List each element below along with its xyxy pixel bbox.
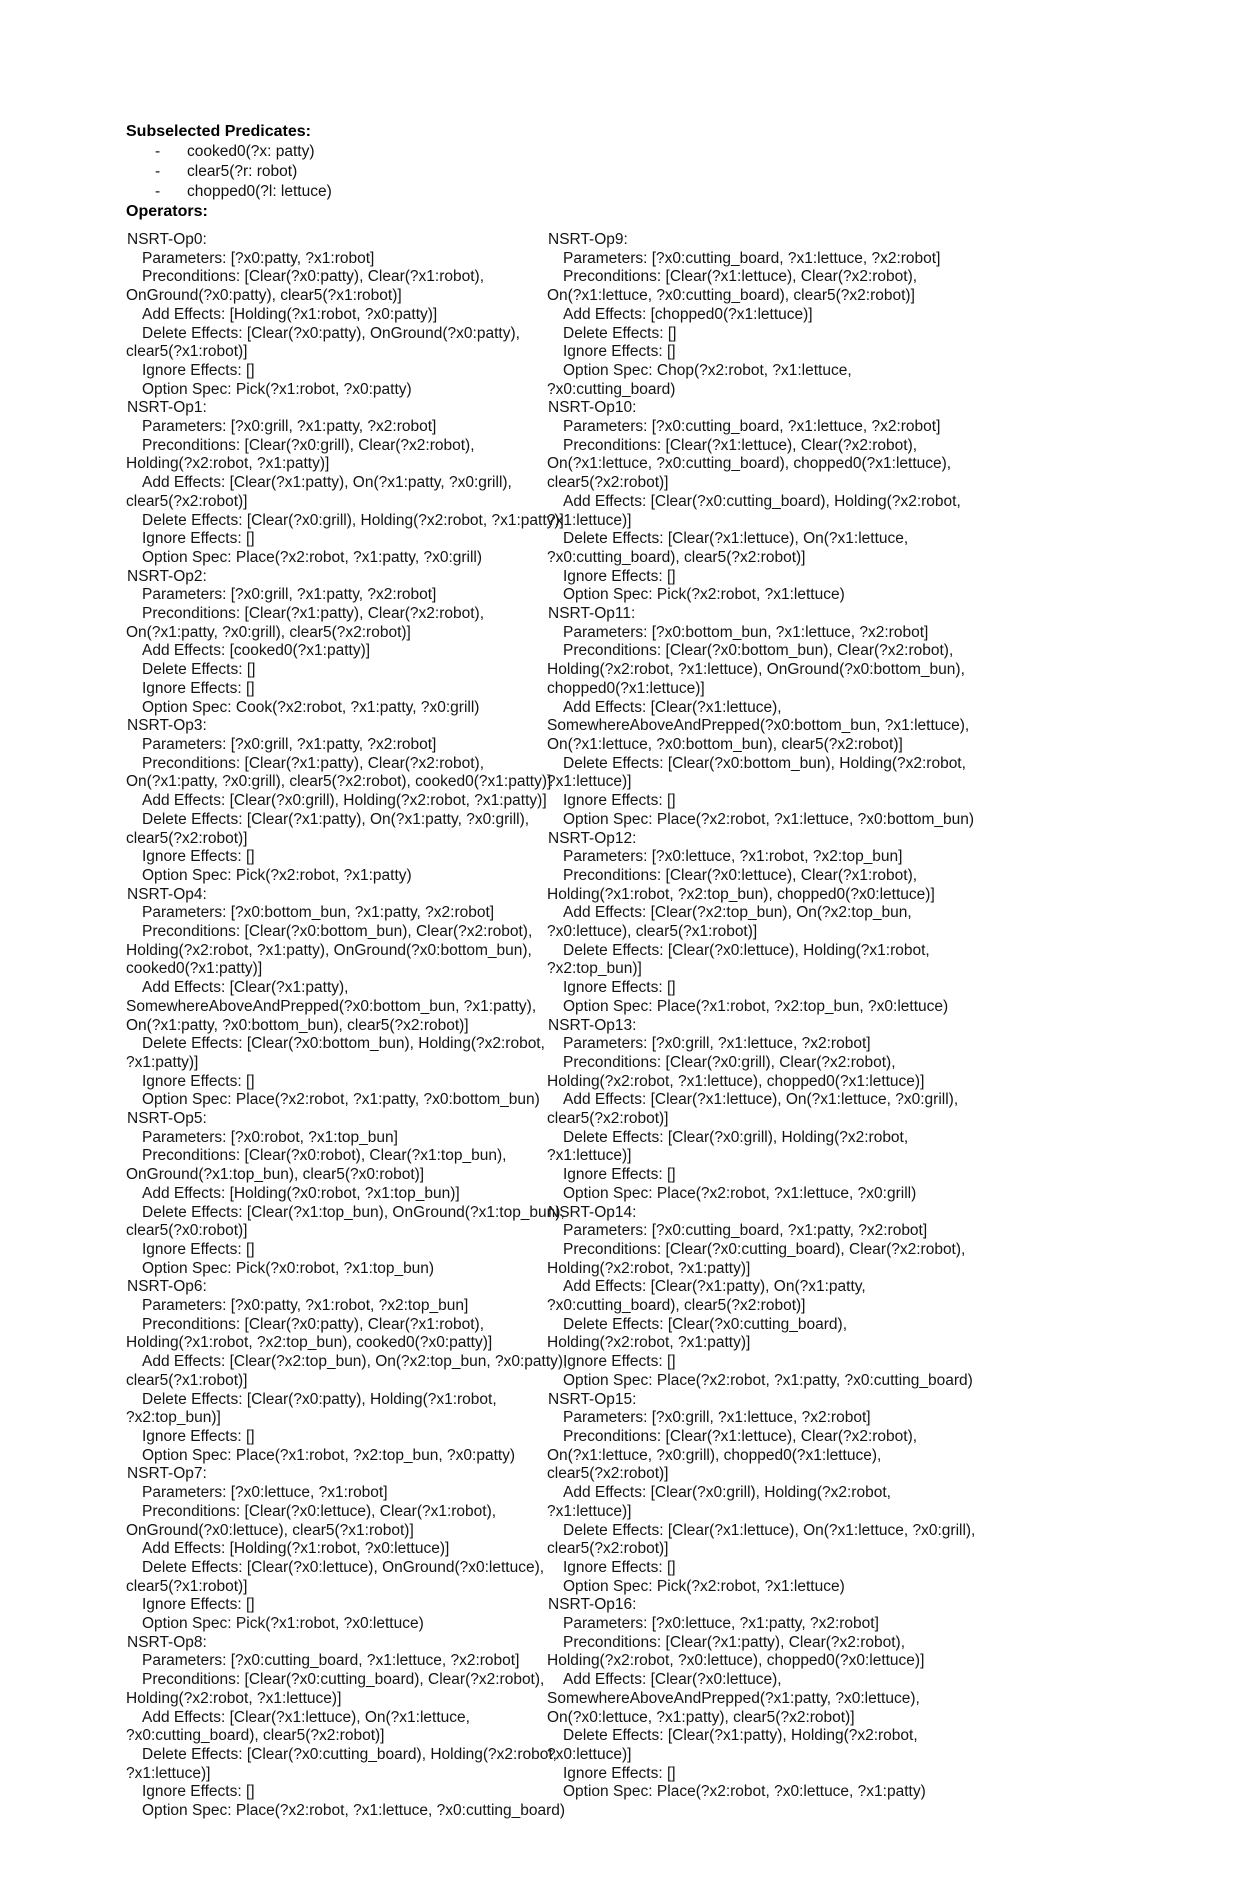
predicate-list (126, 142, 1206, 202)
operator-name-line: NSRT-Op13: (548, 1016, 637, 1034)
operator-detail-line: Ignore Effects: [] (142, 848, 255, 866)
operator-detail-line: Preconditions: [Clear(?x1:patty), Clear(?x2:robot), (142, 754, 485, 772)
operator-detail-line: Delete Effects: [Clear(?x0:grill), Holding(?x2:robot, (563, 1128, 909, 1146)
operator-detail-line: ?x2:top_bun)] (547, 960, 642, 978)
bullet-dash: - (155, 183, 161, 200)
operator-detail-line: ?x2:top_bun)] (126, 1409, 221, 1427)
operator-detail-line: ?x0:cutting_board) (547, 380, 676, 398)
operator-detail-line: Preconditions: [Clear(?x0:patty), Clear(?x1:robot), (142, 1315, 485, 1333)
operator-detail-line: Ignore Effects: [] (563, 979, 676, 997)
operator-detail-line: Option Spec: Place(?x2:robot, ?x1:lettuce, ?x0:cutting_board) (142, 1802, 566, 1820)
operator-detail-line: Add Effects: [Clear(?x0:grill), Holding(?x2:robot, (563, 1484, 891, 1502)
operator-detail-line: Parameters: [?x0:bottom_bun, ?x1:patty, ?x2:robot] (142, 904, 495, 922)
predicate-item (126, 162, 1206, 182)
operator-detail-line: Holding(?x1:robot, ?x2:top_bun), chopped0(?x0:lettuce)] (547, 885, 935, 903)
operator-detail-line: ?x1:lettuce)] (126, 1764, 211, 1782)
operator-block (547, 605, 977, 829)
operator-detail-line: Ignore Effects: [] (142, 1783, 255, 1801)
operator-detail-line: Option Spec: Place(?x2:robot, ?x1:lettuce, ?x0:bottom_bun) (563, 810, 974, 828)
operator-name-line: NSRT-Op9: (548, 231, 628, 248)
operator-detail-line: Add Effects: [Clear(?x2:top_bun), On(?x2:top_bun, ?x0:patty), (142, 1353, 568, 1371)
operator-detail-line: Option Spec: Place(?x1:robot, ?x2:top_bun, ?x0:patty) (142, 1446, 516, 1464)
operator-block (126, 1465, 547, 1633)
operator-detail-line: Delete Effects: [Clear(?x1:lettuce), On(?x1:lettuce, (563, 530, 909, 548)
operator-name-line: NSRT-Op8: (127, 1633, 207, 1651)
operator-name-line: NSRT-Op14: (548, 1203, 637, 1221)
operator-block (547, 231, 977, 399)
operator-detail-line: Add Effects: [Holding(?x1:robot, ?x0:lettuce)] (142, 1540, 450, 1558)
operator-detail-line: ?x1:patty)] (126, 1053, 199, 1071)
operator-detail-line: OnGround(?x1:top_bun), clear5(?x0:robot)] (126, 1166, 425, 1184)
operator-detail-line: Add Effects: [Clear(?x0:grill), Holding(?x2:robot, ?x1:patty)] (142, 792, 547, 810)
operators-two-column-layout (126, 231, 1206, 1821)
operator-block (126, 1278, 568, 1465)
operator-detail-line: Delete Effects: [Clear(?x1:top_bun), OnGround(?x1:top_bun), (142, 1203, 565, 1221)
operator-detail-line: Parameters: [?x0:lettuce, ?x1:robot, ?x2:top_bun] (563, 848, 903, 866)
operator-detail-line: ?x1:lettuce)] (547, 1147, 632, 1165)
operator-detail-line: Add Effects: [Clear(?x1:patty), (142, 979, 349, 997)
operator-detail-line: clear5(?x1:robot)] (126, 1371, 248, 1389)
operator-detail-line: Ignore Effects: [] (563, 1764, 676, 1782)
operator-detail-line: Delete Effects: [Clear(?x0:lettuce), Holding(?x1:robot, (563, 941, 930, 959)
operator-name-line: NSRT-Op6: (127, 1278, 207, 1296)
operator-detail-line: Add Effects: [Holding(?x1:robot, ?x0:patty)] (142, 305, 438, 323)
operator-detail-line: Parameters: [?x0:patty, ?x1:robot] (142, 249, 375, 267)
operator-detail-line: Add Effects: [Clear(?x1:lettuce), On(?x1:lettuce, (142, 1708, 470, 1726)
operator-detail-line: Preconditions: [Clear(?x0:grill), Clear(?x2:robot), (142, 436, 475, 454)
operator-detail-line: cooked0(?x1:patty)] (126, 960, 263, 978)
operator-block (126, 717, 552, 885)
operator-detail-line: OnGround(?x0:patty), clear5(?x1:robot)] (126, 287, 402, 305)
operator-detail-line: chopped0(?x1:lettuce)] (547, 679, 705, 697)
operator-detail-line: Ignore Effects: [] (563, 343, 676, 361)
operator-detail-line: On(?x1:patty, ?x0:grill), clear5(?x2:robot), cooked0(?x1:patty)] (126, 773, 552, 791)
operator-detail-line: Ignore Effects: [] (563, 1353, 676, 1371)
operator-name-line: NSRT-Op16: (548, 1596, 637, 1614)
operator-detail-line: Add Effects: [cooked0(?x1:patty)] (142, 642, 371, 660)
operator-detail-line: Ignore Effects: [] (142, 361, 255, 379)
operator-block (547, 1204, 977, 1391)
operator-detail-line: OnGround(?x0:lettuce), clear5(?x1:robot)] (126, 1521, 414, 1539)
operator-detail-line: Holding(?x2:robot, ?x1:patty)] (126, 455, 330, 473)
operator-name-line: NSRT-Op4: (127, 885, 207, 903)
operator-detail-line: Parameters: [?x0:lettuce, ?x1:robot] (142, 1484, 388, 1502)
operator-block (126, 231, 547, 399)
predicate-text: clear5(?r: robot) (187, 163, 298, 180)
operator-detail-line: Option Spec: Pick(?x2:robot, ?x1:lettuce) (563, 1577, 845, 1595)
operator-block (547, 399, 977, 605)
operator-detail-line: Ignore Effects: [] (563, 1558, 676, 1576)
operator-detail-line: Holding(?x2:robot, ?x1:patty)] (547, 1259, 751, 1277)
operator-name-line: NSRT-Op2: (127, 567, 207, 585)
operator-name-line: NSRT-Op15: (548, 1390, 637, 1408)
operator-detail-line: Parameters: [?x0:grill, ?x1:lettuce, ?x2:robot] (563, 1409, 871, 1427)
operator-detail-line: Preconditions: [Clear(?x1:patty), Clear(?x2:robot), (563, 1633, 906, 1651)
operator-detail-line: SomewhereAboveAndPrepped(?x0:bottom_bun, ?x1:patty), (126, 997, 537, 1015)
operator-detail-line: Delete Effects: [Clear(?x1:patty), On(?x1:patty, ?x0:grill), (142, 810, 530, 828)
operator-name-line: NSRT-Op11: (548, 605, 636, 623)
operator-detail-line: Preconditions: [Clear(?x0:bottom_bun), Clear(?x2:robot), (142, 923, 533, 941)
operator-detail-line: Ignore Effects: [] (142, 530, 255, 548)
operator-detail-line: Add Effects: [Clear(?x1:patty), On(?x1:patty, (563, 1278, 866, 1296)
operator-block (126, 568, 547, 718)
operator-detail-line: Add Effects: [Holding(?x0:robot, ?x1:top_bun)] (142, 1184, 460, 1202)
operator-detail-line: Preconditions: [Clear(?x0:lettuce), Clear(?x1:robot), (142, 1502, 497, 1520)
operator-detail-line: Preconditions: [Clear(?x0:lettuce), Clear(?x1:robot), (563, 866, 918, 884)
operator-detail-line: Holding(?x1:robot, ?x2:top_bun), cooked0(?x0:patty)] (126, 1334, 493, 1352)
operator-block (126, 1633, 566, 1821)
operator-detail-line: Delete Effects: [Clear(?x0:cutting_board), Holding(?x2:robot, (142, 1745, 557, 1763)
operator-detail-line: Option Spec: Place(?x2:robot, ?x0:lettuce, ?x1:patty) (563, 1783, 926, 1801)
operator-detail-line: clear5(?x2:robot)] (126, 492, 248, 510)
operator-detail-line: Delete Effects: [Clear(?x0:patty), Holding(?x1:robot, (142, 1390, 497, 1408)
operator-detail-line: Parameters: [?x0:lettuce, ?x1:patty, ?x2:robot] (563, 1615, 879, 1633)
operator-name-line: NSRT-Op7: (127, 1465, 207, 1483)
operator-detail-line: Preconditions: [Clear(?x1:lettuce), Clear(?x2:robot), (563, 268, 918, 286)
operators-column-right (547, 231, 977, 1821)
operator-detail-line: clear5(?x2:robot)] (126, 829, 248, 847)
operator-detail-line: Holding(?x2:robot, ?x0:lettuce), chopped0(?x0:lettuce)] (547, 1652, 925, 1670)
operator-detail-line: Parameters: [?x0:grill, ?x1:patty, ?x2:robot] (142, 735, 437, 753)
operator-name-line: NSRT-Op12: (548, 829, 637, 847)
operator-detail-line: Delete Effects: [Clear(?x1:lettuce), On(?x1:lettuce, ?x0:grill), (563, 1521, 976, 1539)
operator-block (547, 830, 977, 1017)
operator-detail-line: clear5(?x2:robot)] (547, 1110, 669, 1128)
operator-detail-line: Parameters: [?x0:bottom_bun, ?x1:lettuce, ?x2:robot] (563, 623, 929, 641)
operator-detail-line: Parameters: [?x0:robot, ?x1:top_bun] (142, 1128, 398, 1146)
operator-detail-line: On(?x1:lettuce, ?x0:cutting_board), chopped0(?x1:lettuce), (547, 455, 952, 473)
operator-detail-line: Delete Effects: [] (142, 661, 256, 679)
operator-detail-line: Add Effects: [Clear(?x1:patty), On(?x1:patty, ?x0:grill), (142, 474, 512, 492)
operator-detail-line: Delete Effects: [Clear(?x0:cutting_board), (563, 1315, 848, 1333)
operator-detail-line: On(?x1:patty, ?x0:grill), clear5(?x2:robot)] (126, 623, 411, 641)
operator-detail-line: Holding(?x2:robot, ?x1:patty)] (547, 1334, 751, 1352)
operator-detail-line: Parameters: [?x0:cutting_board, ?x1:lettuce, ?x2:robot] (142, 1652, 520, 1670)
operator-detail-line: On(?x1:lettuce, ?x0:cutting_board), clear5(?x2:robot)] (547, 287, 915, 305)
operator-detail-line: Option Spec: Pick(?x1:robot, ?x0:lettuce) (142, 1615, 424, 1633)
operator-detail-line: Parameters: [?x0:patty, ?x1:robot, ?x2:top_bun] (142, 1297, 469, 1315)
operator-detail-line: Parameters: [?x0:grill, ?x1:patty, ?x2:robot] (142, 586, 437, 604)
operator-detail-line: Add Effects: [Clear(?x1:lettuce), On(?x1:lettuce, ?x0:grill), (563, 1091, 959, 1109)
operator-detail-line: Parameters: [?x0:grill, ?x1:lettuce, ?x2:robot] (563, 1035, 871, 1053)
operator-detail-line: Option Spec: Place(?x1:robot, ?x2:top_bun, ?x0:lettuce) (563, 997, 949, 1015)
operator-detail-line: Holding(?x2:robot, ?x1:lettuce)] (126, 1689, 342, 1707)
operator-detail-line: On(?x1:lettuce, ?x0:bottom_bun), clear5(?x2:robot)] (547, 735, 903, 753)
operator-detail-line: Option Spec: Place(?x2:robot, ?x1:patty, ?x0:bottom_bun) (142, 1091, 540, 1109)
operator-block (547, 1596, 977, 1802)
operator-detail-line: Ignore Effects: [] (142, 679, 255, 697)
operator-detail-line: Parameters: [?x0:grill, ?x1:patty, ?x2:robot] (142, 418, 437, 436)
operator-detail-line: Ignore Effects: [] (563, 567, 676, 585)
operator-detail-line: Add Effects: [Clear(?x0:lettuce), (563, 1671, 782, 1689)
operator-name-line: NSRT-Op5: (127, 1110, 207, 1128)
operator-detail-line: ?x1:lettuce)] (547, 511, 632, 529)
subselected-predicates-title: Subselected Predicates: (126, 123, 311, 140)
operator-detail-line: Preconditions: [Clear(?x0:patty), Clear(?x1:robot), (142, 268, 485, 286)
operator-detail-line: Holding(?x2:robot, ?x1:lettuce), OnGround(?x0:bottom_bun), (547, 661, 965, 679)
operator-detail-line: On(?x1:lettuce, ?x0:grill), chopped0(?x1:lettuce), (547, 1446, 882, 1464)
operator-detail-line: Option Spec: Chop(?x2:robot, ?x1:lettuce, (563, 361, 852, 379)
operator-block (126, 1110, 565, 1278)
operator-detail-line: Preconditions: [Clear(?x1:patty), Clear(?x2:robot), (142, 605, 485, 623)
operator-detail-line: Option Spec: Place(?x2:robot, ?x1:patty, ?x0:cutting_board) (563, 1371, 973, 1389)
operator-detail-line: clear5(?x0:robot)] (126, 1222, 248, 1240)
operator-detail-line: clear5(?x2:robot)] (547, 474, 669, 492)
operator-detail-line: ?x1:lettuce)] (547, 1502, 632, 1520)
operator-detail-line: SomewhereAboveAndPrepped(?x1:patty, ?x0:lettuce), (547, 1689, 920, 1707)
predicate-item (126, 182, 1206, 202)
operator-detail-line: Delete Effects: [] (563, 324, 677, 342)
predicate-text: chopped0(?l: lettuce) (187, 183, 332, 200)
operator-detail-line: Preconditions: [Clear(?x0:bottom_bun), Clear(?x2:robot), (563, 642, 954, 660)
operator-detail-line: Add Effects: [Clear(?x2:top_bun), On(?x2:top_bun, (563, 904, 912, 922)
operator-detail-line: Ignore Effects: [] (142, 1428, 255, 1445)
operator-detail-line: On(?x0:lettuce, ?x1:patty), clear5(?x2:robot)] (547, 1708, 855, 1726)
operator-detail-line: Delete Effects: [Clear(?x1:patty), Holding(?x2:robot, (563, 1727, 918, 1745)
operator-name-line: NSRT-Op10: (548, 399, 637, 417)
document-page (126, 122, 1206, 1821)
predicate-text: cooked0(?x: patty) (187, 143, 315, 160)
operator-detail-line: SomewhereAboveAndPrepped(?x0:bottom_bun, ?x1:lettuce), (547, 717, 970, 735)
operator-detail-line: ?x0:lettuce)] (547, 1745, 632, 1763)
operator-detail-line: Preconditions: [Clear(?x1:lettuce), Clear(?x2:robot), (563, 1428, 918, 1445)
operator-detail-line: Delete Effects: [Clear(?x0:bottom_bun), Holding(?x2:robot, (142, 1035, 545, 1053)
operator-detail-line: Option Spec: Pick(?x2:robot, ?x1:lettuce) (563, 586, 845, 604)
operator-detail-line: Parameters: [?x0:cutting_board, ?x1:patty, ?x2:robot] (563, 1222, 928, 1240)
operator-detail-line: clear5(?x2:robot)] (547, 1465, 669, 1483)
operator-detail-line: Add Effects: [Clear(?x0:cutting_board), Holding(?x2:robot, (563, 492, 961, 510)
operator-block (126, 399, 564, 567)
operator-detail-line: Delete Effects: [Clear(?x0:lettuce), OnGround(?x0:lettuce), (142, 1558, 545, 1576)
operator-block (547, 1391, 977, 1597)
operator-detail-line: Delete Effects: [Clear(?x0:grill), Holding(?x2:robot, ?x1:patty)] (142, 511, 564, 529)
operator-detail-line: clear5(?x2:robot)] (547, 1540, 669, 1558)
operator-detail-line: Ignore Effects: [] (142, 1072, 255, 1090)
bullet-dash: - (155, 143, 161, 160)
operator-detail-line: Parameters: [?x0:cutting_board, ?x1:lettuce, ?x2:robot] (563, 418, 941, 436)
operator-name-line: NSRT-Op0: (127, 231, 207, 248)
operator-detail-line: ?x0:cutting_board), clear5(?x2:robot)] (547, 1297, 806, 1315)
operator-detail-line: Ignore Effects: [] (142, 1240, 255, 1258)
operator-detail-line: Parameters: [?x0:cutting_board, ?x1:lettuce, ?x2:robot] (563, 249, 941, 267)
operator-detail-line: Add Effects: [chopped0(?x1:lettuce)] (563, 305, 813, 323)
operator-name-line: NSRT-Op3: (127, 717, 207, 735)
operator-detail-line: Preconditions: [Clear(?x0:cutting_board), Clear(?x2:robot), (563, 1240, 966, 1258)
operator-detail-line: ?x0:cutting_board), clear5(?x2:robot)] (126, 1727, 385, 1745)
operator-detail-line: Ignore Effects: [] (142, 1596, 255, 1614)
operator-detail-line: Add Effects: [Clear(?x1:lettuce), (563, 698, 782, 716)
operator-detail-line: ?x0:lettuce), clear5(?x1:robot)] (547, 923, 758, 941)
operator-detail-line: Preconditions: [Clear(?x0:robot), Clear(?x1:top_bun), (142, 1147, 507, 1165)
operator-detail-line: Holding(?x2:robot, ?x1:patty), OnGround(?x0:bottom_bun), (126, 941, 532, 959)
operator-detail-line: clear5(?x1:robot)] (126, 1577, 248, 1595)
operator-detail-line: Delete Effects: [Clear(?x0:bottom_bun), Holding(?x2:robot, (563, 754, 966, 772)
operator-detail-line: Ignore Effects: [] (563, 1166, 676, 1184)
operator-block (547, 1017, 977, 1204)
operator-detail-line: Delete Effects: [Clear(?x0:patty), OnGround(?x0:patty), (142, 324, 520, 342)
operator-detail-line: Option Spec: Place(?x2:robot, ?x1:lettuce, ?x0:grill) (563, 1184, 917, 1202)
operator-detail-line: Preconditions: [Clear(?x0:grill), Clear(?x2:robot), (563, 1053, 896, 1071)
operator-detail-line: Option Spec: Pick(?x1:robot, ?x0:patty) (142, 380, 412, 398)
operator-detail-line: Holding(?x2:robot, ?x1:lettuce), chopped0(?x1:lettuce)] (547, 1072, 925, 1090)
operator-detail-line: Option Spec: Place(?x2:robot, ?x1:patty, ?x0:grill) (142, 548, 483, 566)
operator-name-line: NSRT-Op1: (127, 399, 207, 417)
operator-detail-line: Option Spec: Cook(?x2:robot, ?x1:patty, ?x0:grill) (142, 698, 480, 716)
operator-detail-line: ?x0:cutting_board), clear5(?x2:robot)] (547, 548, 806, 566)
operator-detail-line: clear5(?x1:robot)] (126, 343, 248, 361)
operator-detail-line: On(?x1:patty, ?x0:bottom_bun), clear5(?x2:robot)] (126, 1016, 469, 1034)
operators-column-left (126, 231, 568, 1821)
bullet-dash: - (155, 163, 161, 180)
operator-detail-line: Preconditions: [Clear(?x0:cutting_board), Clear(?x2:robot), (142, 1671, 545, 1689)
operator-detail-line: Option Spec: Pick(?x0:robot, ?x1:top_bun) (142, 1259, 435, 1277)
operator-detail-line: Preconditions: [Clear(?x1:lettuce), Clear(?x2:robot), (563, 436, 918, 454)
predicate-item (126, 142, 1206, 162)
operator-detail-line: Option Spec: Pick(?x2:robot, ?x1:patty) (142, 866, 412, 884)
operator-detail-line: ?x1:lettuce)] (547, 773, 632, 791)
operators-title: Operators: (126, 203, 208, 220)
operator-detail-line: Ignore Effects: [] (563, 792, 676, 810)
operator-block (126, 886, 547, 1110)
